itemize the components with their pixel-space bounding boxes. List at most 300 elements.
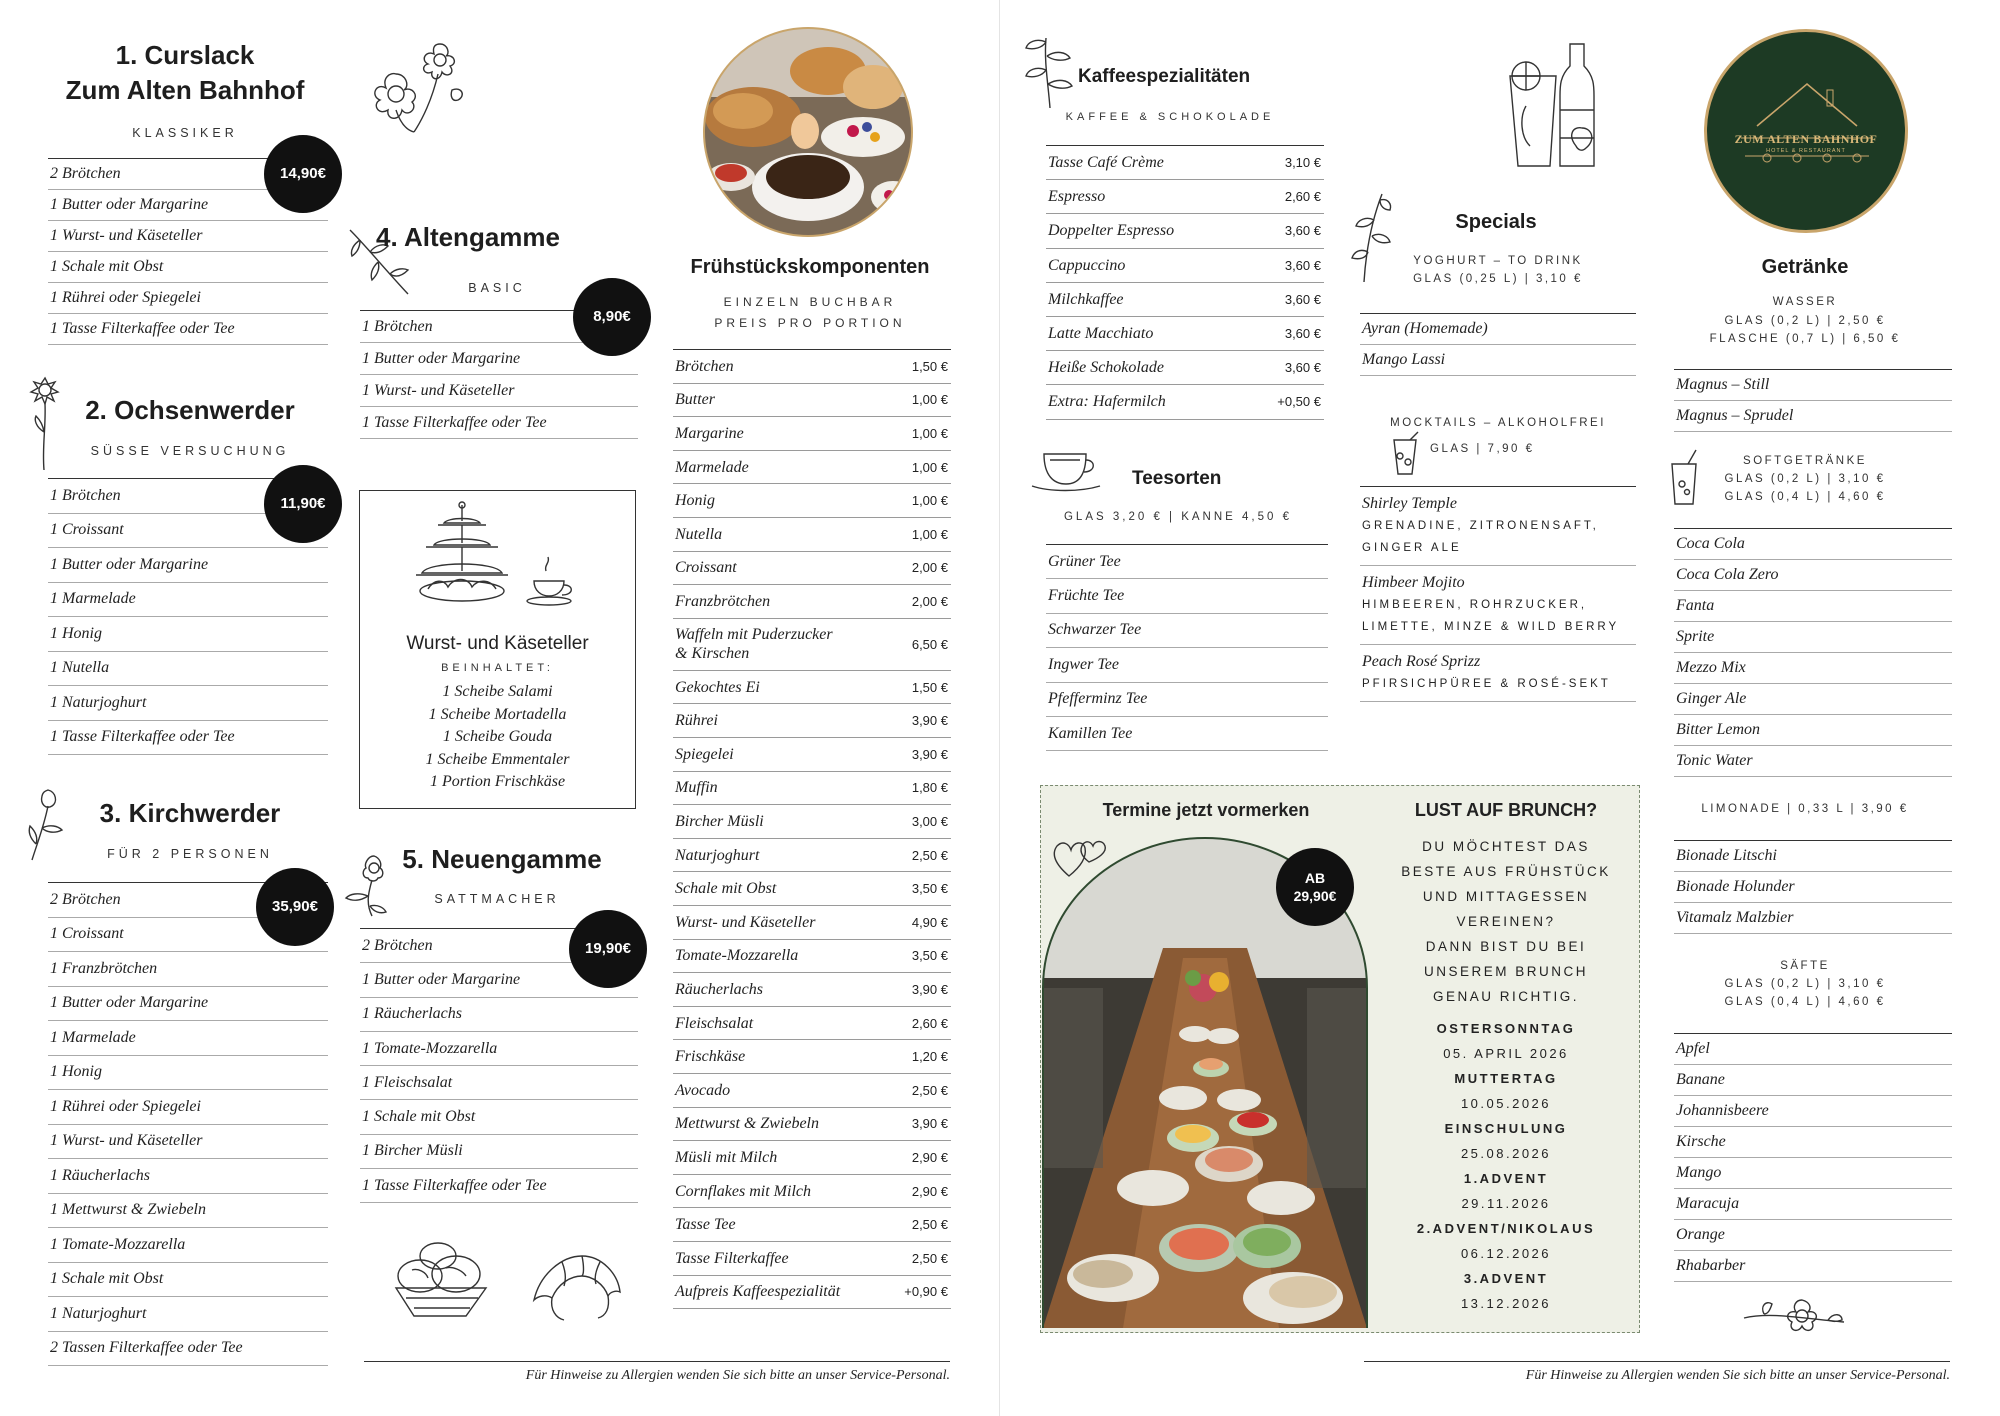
item-name <box>1048 221 1174 240</box>
item-name <box>675 846 759 865</box>
menu-2-title: 2. Ochsenwerder <box>85 395 295 425</box>
item-price: 3,90 € <box>911 1116 948 1132</box>
item-name-line: Milchkaffee <box>1048 290 1124 308</box>
list-item: 1 Tasse Filterkaffee oder Tee <box>360 407 638 439</box>
list-item: Rhabarber <box>1674 1251 1952 1282</box>
price-row <box>673 772 951 806</box>
menu-1-subtitle: KLASSIKER <box>132 126 238 140</box>
platter-item: 1 Scheibe Salami <box>442 683 553 700</box>
specials-list <box>1360 313 1636 376</box>
item-name <box>1048 358 1164 377</box>
list-item: 1 Butter oder Margarine <box>48 548 328 583</box>
allergy-footer: Für Hinweise zu Allergien wenden Sie sich bitte an unser Service-Personal. <box>525 1368 950 1383</box>
brunch-text-line: UNSEREM BRUNCH <box>1423 964 1588 979</box>
list-item: 1 Marmelade <box>48 1021 328 1056</box>
item-name-line: Rührei <box>675 712 718 730</box>
brunch-date-label: MUTTERTAG <box>1454 1071 1558 1086</box>
item-name-line: Latte Macchiato <box>1048 325 1154 343</box>
item-price: 1,00 € <box>911 425 948 441</box>
item-price: 6,50 € <box>911 636 948 652</box>
item-name <box>1048 324 1153 343</box>
list-item: Pfefferminz Tee <box>1046 683 1328 717</box>
item-name-line: Tasse Tee <box>675 1216 736 1234</box>
menu-3-title: 3. Kirchwerder <box>99 798 281 828</box>
item-price: 3,00 € <box>911 814 948 829</box>
list-item: 1 Schale mit Obst <box>360 1100 638 1134</box>
platter-item: 1 Scheibe Gouda <box>442 728 553 745</box>
components-title: Frühstückskomponenten <box>690 256 930 278</box>
item-name-line: Tasse Café Crème <box>1048 154 1164 172</box>
coffee-list <box>1046 145 1324 420</box>
item-price: 3,50 € <box>911 948 948 964</box>
item-name-line: Mettwurst & Zwiebeln <box>675 1115 819 1133</box>
mocktails-price: GLAS | 7,90 € <box>1430 443 1535 455</box>
item-price: 2,90 € <box>911 1183 948 1199</box>
price-row <box>1046 214 1324 248</box>
item-price: 2,00 € <box>911 593 948 609</box>
mocktail-name: Shirley Temple <box>1362 495 1457 512</box>
list-item: Orange <box>1674 1220 1952 1251</box>
item-name <box>675 1014 753 1033</box>
components-subtitle-b: PREIS PRO PORTION <box>714 316 906 330</box>
price-row <box>1046 351 1324 385</box>
item-price: 2,50 € <box>911 1217 948 1233</box>
flower-bouquet-icon <box>362 30 472 134</box>
item-price: 4,90 € <box>911 914 948 930</box>
item-name-line: Frischkäse <box>675 1048 746 1066</box>
item-name <box>675 1081 730 1100</box>
specials-yoghurt-heading: YOGHURT – TO DRINK <box>1413 255 1583 267</box>
brunch-text-line: UND MITTAGESSEN <box>1422 889 1590 904</box>
price-row <box>673 552 951 586</box>
drinks-sketch-icon <box>1506 36 1606 176</box>
list-item: 1 Naturjoghurt <box>48 1297 328 1332</box>
list-item: 1 Nutella <box>48 652 328 687</box>
item-name-line: Avocado <box>675 1081 731 1099</box>
juice-price-small: GLAS (0,2 L) | 3,10 € <box>1724 978 1886 990</box>
soft-drinks-heading: SOFTGETRÄNKE <box>1743 455 1867 467</box>
list-item: 1 Fleischsalat <box>360 1066 638 1100</box>
brunch-date: 10.05.2026 <box>1460 1096 1552 1111</box>
item-name-line: Schale mit Obst <box>675 880 777 898</box>
list-item: 1 Wurst- und Käseteller <box>48 221 328 252</box>
item-price: 3,60 € <box>1284 326 1321 342</box>
price-row <box>673 1208 951 1242</box>
price-row <box>673 1141 951 1175</box>
item-name-line: Müsli mit Milch <box>675 1148 778 1166</box>
item-name <box>1048 290 1124 309</box>
list-item: Ingwer Tee <box>1046 648 1328 682</box>
item-name <box>675 1249 789 1268</box>
specials-title: Specials <box>1455 211 1537 233</box>
juice-list <box>1674 1033 1952 1282</box>
item-price: 3,90 € <box>911 713 948 729</box>
brunch-date-label: 3.ADVENT <box>1463 1271 1549 1286</box>
mocktail-ingredients: PFIRSICHPÜREE & ROSÉ-SEKT <box>1362 678 1611 690</box>
list-item: Ginger Ale <box>1674 684 1952 715</box>
item-name-line: Fleischsalat <box>675 1014 754 1032</box>
components-subtitle-a: EINZELN BUCHBAR <box>723 295 897 309</box>
item-name-line: Heiße Schokolade <box>1048 359 1164 377</box>
list-item: 1 Franzbrötchen <box>48 952 328 987</box>
price-row <box>673 671 951 705</box>
list-item: 1 Tasse Filterkaffee oder Tee <box>48 314 328 345</box>
list-item: Bitter Lemon <box>1674 715 1952 746</box>
list-item: Vitamalz Malzbier <box>1674 903 1952 934</box>
list-item: 1 Naturjoghurt <box>48 686 328 721</box>
menu-1-price-badge: 14,90€ <box>264 135 342 213</box>
list-item: 1 Rührei oder Spiegelei <box>48 283 328 314</box>
brunch-text-line: BESTE AUS FRÜHSTÜCK <box>1401 864 1611 879</box>
item-name <box>675 678 760 697</box>
item-name <box>675 1215 736 1234</box>
list-item: 1 Butter oder Margarine <box>48 190 328 221</box>
item-price: 3,60 € <box>1284 291 1321 307</box>
list-item: Magnus – Still <box>1674 370 1952 401</box>
water-price-bottle: FLASCHE (0,7 L) | 6,50 € <box>1709 333 1901 345</box>
list-item: 1 Brötchen <box>48 479 328 514</box>
breakfast-photo <box>703 27 913 237</box>
list-item: Mezzo Mix <box>1674 653 1952 684</box>
price-row <box>673 872 951 906</box>
item-price: 1,00 € <box>911 392 948 408</box>
item-name-line: Croissant <box>675 559 737 577</box>
list-item: Bionade Holunder <box>1674 872 1952 903</box>
item-name-line: Wurst- und Käseteller <box>675 913 816 931</box>
item-name <box>675 1182 811 1201</box>
price-row <box>673 1108 951 1142</box>
list-item: 1 Tomate-Mozzarella <box>360 1032 638 1066</box>
item-price: 3,50 € <box>911 881 948 897</box>
list-item: 1 Schale mit Obst <box>48 1263 328 1298</box>
list-item: Früchte Tee <box>1046 579 1328 613</box>
juice-price-large: GLAS (0,4 L) | 4,60 € <box>1724 996 1886 1008</box>
item-price: 2,50 € <box>911 847 948 863</box>
cake-stand-icon <box>414 501 594 619</box>
menu-4-title: 4. Altengamme <box>376 222 560 252</box>
item-name-line: Margarine <box>675 424 744 442</box>
list-item: 1 Butter oder Margarine <box>360 963 638 997</box>
price-row <box>1046 317 1324 351</box>
item-name-line: Tasse Filterkaffee <box>675 1249 789 1267</box>
list-item: 2 Brötchen <box>48 159 328 190</box>
item-name-line: Espresso <box>1048 188 1106 206</box>
item-name-line: Naturjoghurt <box>675 846 760 864</box>
brunch-text-line: VEREINEN? <box>1456 914 1556 929</box>
price-row <box>673 1074 951 1108</box>
list-item: 2 Brötchen <box>360 929 638 963</box>
list-item: Coca Cola Zero <box>1674 560 1952 591</box>
list-item: Mango Lassi <box>1360 345 1636 376</box>
menu-3-list <box>48 882 328 1366</box>
water-price-glass: GLAS (0,2 L) | 2,50 € <box>1724 315 1886 327</box>
list-item: Ayran (Homemade) <box>1360 314 1636 345</box>
list-item: 1 Croissant <box>48 918 328 953</box>
price-row <box>673 973 951 1007</box>
item-price: 2,50 € <box>911 1250 948 1266</box>
coffee-branch-icon <box>1020 32 1078 110</box>
list-item: Banane <box>1674 1065 1952 1096</box>
price-row <box>673 417 951 451</box>
price-row <box>673 384 951 418</box>
flower-branch-icon <box>1740 1292 1850 1346</box>
soft-drinks-list <box>1674 528 1952 777</box>
item-name <box>675 879 776 898</box>
water-list <box>1674 369 1952 432</box>
item-name <box>675 711 718 730</box>
coffee-subtitle: KAFFEE & SCHOKOLADE <box>1065 111 1275 123</box>
item-name <box>675 1282 840 1301</box>
item-price: 3,60 € <box>1284 257 1321 273</box>
item-name <box>675 558 737 577</box>
list-item: Maracuja <box>1674 1189 1952 1220</box>
item-name-line: Cornflakes mit Milch <box>675 1182 811 1200</box>
item-name <box>1048 256 1125 275</box>
item-name <box>675 390 715 409</box>
list-item: 1 Honig <box>48 617 328 652</box>
list-item: 1 Bircher Müsli <box>360 1135 638 1169</box>
item-name <box>1048 187 1105 206</box>
price-row <box>1046 146 1324 180</box>
price-row <box>673 619 951 671</box>
list-item: 1 Croissant <box>48 514 328 549</box>
price-row <box>673 805 951 839</box>
item-name <box>675 745 734 764</box>
item-name <box>675 812 764 831</box>
item-name-line: Brötchen <box>675 357 734 375</box>
menu-2-price-badge: 11,90€ <box>264 465 342 543</box>
menu-4-subtitle: BASIC <box>468 281 526 295</box>
menu-5-price-badge: 19,90€ <box>569 910 647 988</box>
item-name-line: Bircher Müsli <box>675 813 764 830</box>
price-row <box>1046 385 1324 419</box>
soft-drinks-price-small: GLAS (0,2 L) | 3,10 € <box>1724 473 1886 485</box>
tea-list <box>1046 544 1328 751</box>
mocktails-heading: MOCKTAILS – ALKOHOLFREI <box>1390 417 1606 429</box>
croissant-icon <box>526 1244 626 1322</box>
list-item: Fanta <box>1674 591 1952 622</box>
list-item: 1 Butter oder Margarine <box>360 343 638 375</box>
list-item: 1 Räucherlachs <box>48 1159 328 1194</box>
tea-subtitle: GLAS 3,20 € | KANNE 4,50 € <box>1063 511 1293 523</box>
item-price: 1,00 € <box>911 459 948 475</box>
list-item: 1 Schale mit Obst <box>48 252 328 283</box>
item-price: 1,50 € <box>911 679 948 695</box>
price-row <box>1046 180 1324 214</box>
mocktail-item <box>1360 645 1636 702</box>
item-name <box>675 913 815 932</box>
list-item: 1 Mettwurst & Zwiebeln <box>48 1194 328 1229</box>
drinks-title: Getränke <box>1761 256 1849 278</box>
item-price: 2,90 € <box>911 1149 948 1165</box>
item-price: 1,80 € <box>911 780 948 796</box>
price-row <box>673 704 951 738</box>
brunch-date: 06.12.2026 <box>1460 1246 1552 1261</box>
brunch-dates <box>1371 1016 1641 1316</box>
price-row <box>673 484 951 518</box>
footer-rule <box>364 1361 950 1362</box>
item-name-line: Marmelade <box>675 458 749 476</box>
item-price: +0,90 € <box>904 1284 948 1300</box>
brunch-title: LUST AUF BRUNCH? <box>1414 800 1598 820</box>
mocktail-name: Peach Rosé Sprizz <box>1362 653 1481 670</box>
item-name-line: & Kirschen <box>675 645 750 663</box>
components-list <box>673 349 951 1309</box>
menu-3-subtitle: FÜR 2 PERSONEN <box>107 847 273 861</box>
item-name <box>675 1148 777 1167</box>
item-name <box>675 491 715 510</box>
item-price: 3,90 € <box>911 746 948 762</box>
menu-3-price-badge: 35,90€ <box>256 868 334 946</box>
price-row <box>673 906 951 940</box>
brunch-text-line: DU MÖCHTEST DAS <box>1422 839 1590 854</box>
list-item: Apfel <box>1674 1034 1952 1065</box>
item-price: 3,60 € <box>1284 223 1321 239</box>
brunch-date: 25.08.2026 <box>1460 1146 1552 1161</box>
item-price: 2,60 € <box>911 1015 948 1031</box>
restaurant-logo <box>1704 29 1908 233</box>
list-item: 1 Tomate-Mozzarella <box>48 1228 328 1263</box>
mocktails-list <box>1360 486 1636 702</box>
menu-5-subtitle: SATTMACHER <box>434 892 560 906</box>
brunch-text-line: DANN BIST DU BEI <box>1425 939 1587 954</box>
water-heading: WASSER <box>1772 296 1838 308</box>
item-name <box>675 424 744 443</box>
price-row <box>673 585 951 619</box>
item-name-line: Gekochtes Ei <box>675 678 760 696</box>
brunch-date: 13.12.2026 <box>1460 1296 1552 1311</box>
menu-2-subtitle: SÜSSE VERSUCHUNG <box>90 444 290 458</box>
soft-drinks-price-large: GLAS (0,4 L) | 4,60 € <box>1724 491 1886 503</box>
item-price: 2,00 € <box>911 560 948 576</box>
mocktail-ingredients: GRENADINE, ZITRONENSAFT, GINGER ALE <box>1362 520 1599 554</box>
list-item: Magnus – Sprudel <box>1674 401 1952 432</box>
item-name <box>675 1047 745 1066</box>
bread-basket-icon <box>386 1228 496 1320</box>
list-item: Grüner Tee <box>1046 545 1328 579</box>
allergy-footer: Für Hinweise zu Allergien wenden Sie sich bitte an unser Service-Personal. <box>1525 1368 1950 1383</box>
list-item: Coca Cola <box>1674 529 1952 560</box>
brunch-reserve-heading: Termine jetzt vormerken <box>1102 800 1310 820</box>
item-name <box>675 357 734 376</box>
item-price: 3,90 € <box>911 981 948 997</box>
price-row <box>673 1276 951 1310</box>
menu-4-price-badge: 8,90€ <box>573 278 651 356</box>
price-row <box>673 518 951 552</box>
brunch-description <box>1371 834 1641 1009</box>
list-item: Kirsche <box>1674 1127 1952 1158</box>
logo-tagline: HOTEL & RESTAURANT <box>1766 148 1846 154</box>
price-row <box>673 1040 951 1074</box>
list-item: 1 Räucherlachs <box>360 998 638 1032</box>
brunch-text-line: GENAU RICHTIG. <box>1432 989 1579 1004</box>
price-row <box>673 940 951 974</box>
item-price: 1,20 € <box>911 1049 948 1065</box>
item-name-line: Nutella <box>675 525 723 543</box>
item-price: 2,60 € <box>1284 189 1321 205</box>
list-item: Kamillen Tee <box>1046 717 1328 751</box>
item-name-line: Waffeln mit Puderzucker <box>675 626 833 644</box>
menu-page-right <box>1000 0 2000 1416</box>
brunch-date-label: 2.ADVENT/NIKOLAUS <box>1416 1221 1596 1236</box>
list-item: 1 Marmelade <box>48 583 328 618</box>
item-name <box>675 458 749 477</box>
price-row <box>673 1242 951 1276</box>
item-name <box>675 625 833 663</box>
price-row <box>673 738 951 772</box>
brunch-date: 29.11.2026 <box>1461 1196 1551 1211</box>
item-name-line: Doppelter Espresso <box>1048 222 1175 240</box>
juice-heading: SÄFTE <box>1780 960 1830 972</box>
lemonade-list <box>1674 840 1952 934</box>
item-name <box>675 525 722 544</box>
menu-1-title: 1. Curslack Zum Alten Bahnhof <box>65 40 305 105</box>
price-row <box>1046 283 1324 317</box>
footer-rule <box>1364 1361 1950 1362</box>
item-name-line: Franzbrötchen <box>675 592 771 610</box>
item-price: 2,50 € <box>911 1082 948 1098</box>
item-name <box>675 946 798 965</box>
platter-item: 1 Scheibe Emmentaler <box>425 750 570 768</box>
item-name <box>1048 153 1164 172</box>
platter-title: Wurst- und Käseteller <box>406 633 589 654</box>
list-item: Bionade Litschi <box>1674 841 1952 872</box>
mocktail-ingredients: HIMBEEREN, ROHRZUCKER, LIMETTE, MINZE & WILD BERRY <box>1362 599 1620 633</box>
list-item: 1 Honig <box>48 1056 328 1091</box>
platter-subtitle: BEINHALTET: <box>441 662 554 674</box>
brunch-date: 05. APRIL 2026 <box>1443 1046 1569 1061</box>
logo-name: ZUM ALTEN BAHNHOF <box>1734 132 1878 146</box>
tea-cup-icon <box>1030 448 1104 494</box>
brunch-date-label: 1.ADVENT <box>1463 1171 1549 1186</box>
mocktail-name: Himbeer Mojito <box>1362 574 1465 591</box>
item-name-line: Extra: Hafermilch <box>1048 393 1166 411</box>
platter-item: 1 Portion Frischkäse <box>429 773 566 790</box>
menu-5-title: 5. Neuengamme <box>402 844 602 874</box>
list-item: 1 Wurst- und Käseteller <box>48 1125 328 1160</box>
price-row <box>673 1175 951 1209</box>
brunch-date-label: EINSCHULUNG <box>1444 1121 1568 1136</box>
list-item: Sprite <box>1674 622 1952 653</box>
coffee-title: Kaffeespezialitäten <box>1078 66 1251 87</box>
item-name-line: Cappuccino <box>1048 256 1126 274</box>
cocktail-glass-icon <box>1388 432 1422 478</box>
mocktail-item <box>1360 487 1636 566</box>
list-item: 2 Tassen Filterkaffee oder Tee <box>48 1332 328 1367</box>
item-name <box>1048 392 1166 411</box>
brunch-price-badge: AB 29,90€ <box>1276 848 1354 926</box>
item-name-line: Honig <box>675 492 715 510</box>
price-row <box>673 451 951 485</box>
brunch-box <box>1040 785 1640 1333</box>
list-item: 1 Tasse Filterkaffee oder Tee <box>360 1169 638 1203</box>
list-item: Tonic Water <box>1674 746 1952 777</box>
item-name-line: Muffin <box>675 779 718 797</box>
lemonade-heading: LIMONADE | 0,33 L | 3,90 € <box>1701 803 1909 815</box>
list-item: 1 Wurst- und Käseteller <box>360 375 638 407</box>
price-row <box>673 1007 951 1041</box>
item-name-line: Tomate-Mozzarella <box>675 947 799 965</box>
item-name <box>675 592 770 611</box>
tea-title: Teesorten <box>1132 468 1222 489</box>
price-row <box>1046 249 1324 283</box>
item-price: 1,00 € <box>911 526 948 542</box>
brunch-date-label: OSTERSONNTAG <box>1436 1021 1576 1036</box>
platter-info-box <box>359 490 636 809</box>
item-name-line: Räucherlachs <box>675 980 763 998</box>
item-name-line: Butter <box>675 391 715 409</box>
price-row <box>673 839 951 873</box>
